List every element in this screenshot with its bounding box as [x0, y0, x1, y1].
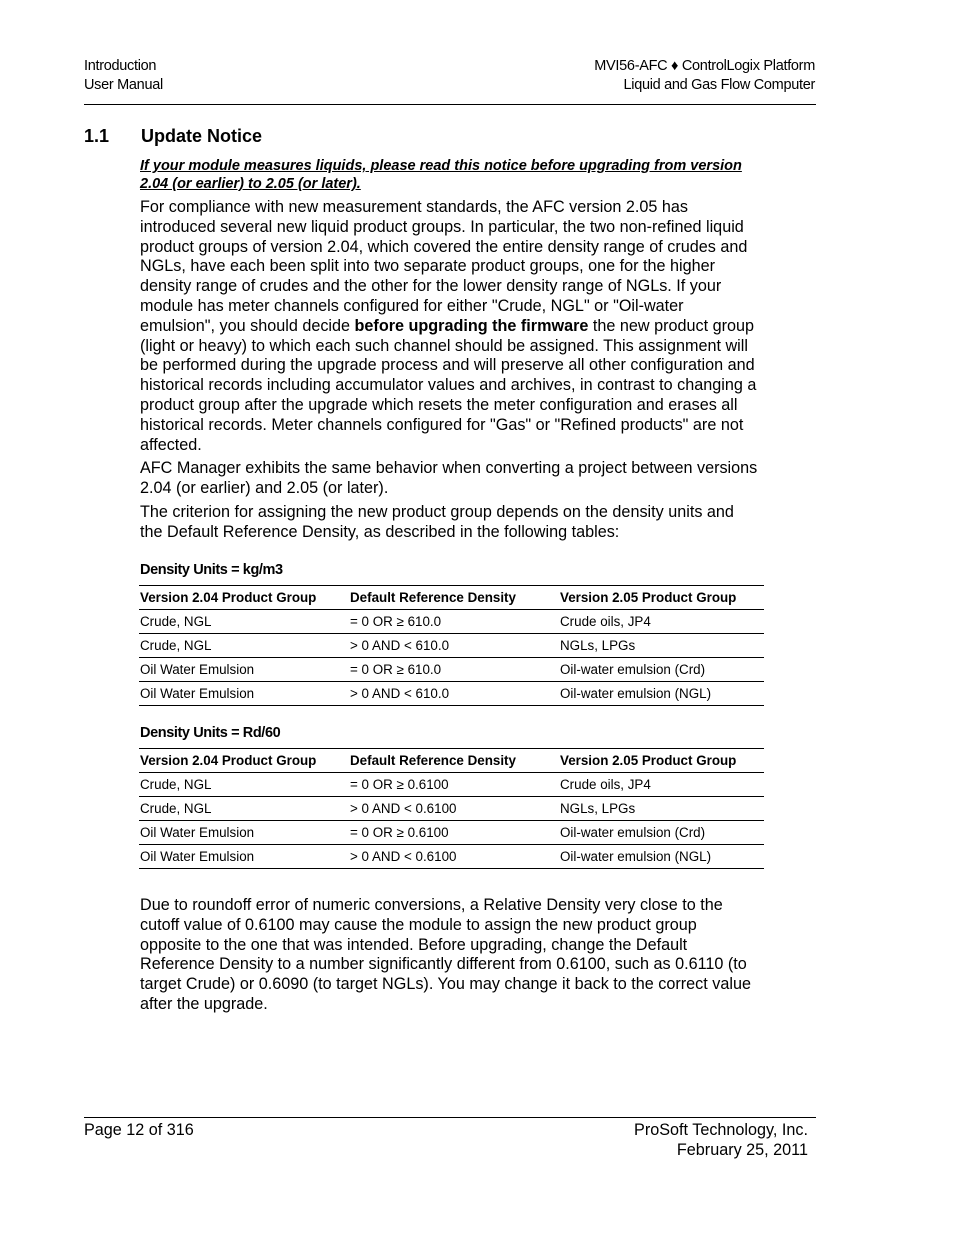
table-cell: Crude, NGL [139, 634, 349, 658]
table-header-row [139, 749, 764, 773]
table-cell: = 0 OR ≥ 0.6100 [349, 773, 559, 797]
table-cell: NGLs, LPGs [559, 797, 764, 821]
header-manual: User Manual [84, 77, 163, 93]
table-row [139, 797, 764, 821]
table-cell: Oil-water emulsion (Crd) [559, 658, 764, 682]
column-header: Default Reference Density [349, 586, 559, 610]
header-right [594, 57, 815, 95]
paragraph-compliance-bold: before upgrading the firmware [354, 316, 589, 335]
table-cell: Oil Water Emulsion [139, 845, 349, 869]
table-row [139, 821, 764, 845]
table-rd60 [139, 748, 764, 869]
footer-right [634, 1120, 808, 1160]
header-product: MVI56-AFC ♦ ControlLogix Platform [594, 58, 815, 74]
paragraph-criterion: The criterion for assigning the new product group depends on the density units and the Default Reference Density, as described in the following tables: [140, 503, 734, 541]
paragraph-afc-manager: AFC Manager exhibits the same behavior when converting a project between versions 2.04 (or earlier) and 2.05 (or later). [140, 459, 758, 497]
table-kgm3 [139, 585, 764, 706]
table-cell: Oil Water Emulsion [139, 658, 349, 682]
notice-lead: If your module measures liquids, please read this notice before upgrading from version 2.04 (or earlier) to 2.05 (or later). [140, 158, 742, 192]
header-chapter: Introduction [84, 58, 157, 74]
table-cell: Oil-water emulsion (NGL) [559, 682, 764, 706]
table-row [139, 610, 764, 634]
table-caption-kgm3: Density Units = kg/m3 [140, 562, 283, 578]
footer-date: February 25, 2011 [676, 1141, 808, 1159]
table-cell: Oil-water emulsion (Crd) [559, 821, 764, 845]
footer-divider [84, 1117, 816, 1118]
column-header: Version 2.04 Product Group [139, 586, 349, 610]
header-product-subtitle: Liquid and Gas Flow Computer [623, 77, 815, 93]
column-header: Version 2.04 Product Group [139, 749, 349, 773]
table-caption-rd60: Density Units = Rd/60 [140, 725, 281, 741]
table-cell: > 0 AND < 610.0 [349, 682, 559, 706]
table-cell: = 0 OR ≥ 0.6100 [349, 821, 559, 845]
column-header: Version 2.05 Product Group [559, 586, 764, 610]
table-row [139, 634, 764, 658]
page-number: Page 12 of 316 [84, 1121, 194, 1139]
table-cell: NGLs, LPGs [559, 634, 764, 658]
paragraph-compliance-part2: the new product group (light or heavy) to which each such channel should be assigned. This assignment will be performed during the upgrade process and will preserve all other configuration and historical records including accumulator values and archives, in contrast to changing a product group after the upgrade which resets the meter configuration and erases all historical records. Meter channels configured for "Gas" or "Refined products" are not affected. [140, 316, 757, 454]
table-cell: Oil Water Emulsion [139, 821, 349, 845]
table-cell: = 0 OR ≥ 610.0 [349, 658, 559, 682]
table-cell: Crude oils, JP4 [559, 610, 764, 634]
paragraph-roundoff: Due to roundoff error of numeric conversions, a Relative Density very close to the cutoff value of 0.6100 may cause the module to assign the new product group opposite to the one that was intended. Before upgrading, change the Default Reference Density to a number significantly different from 0.6100, such as 0.6110 (to target Crude) or 0.6090 (to target NGLs). You may change it back to the correct value after the upgrade. [140, 896, 751, 1013]
table-cell: Crude, NGL [139, 773, 349, 797]
table-row [139, 845, 764, 869]
table-cell: Crude oils, JP4 [559, 773, 764, 797]
table-cell: > 0 AND < 0.6100 [349, 845, 559, 869]
table-cell: Crude, NGL [139, 797, 349, 821]
column-header: Version 2.05 Product Group [559, 749, 764, 773]
header-left [84, 57, 163, 95]
table-cell: = 0 OR ≥ 610.0 [349, 610, 559, 634]
header-divider [84, 104, 816, 105]
section-title: Update Notice [141, 126, 263, 146]
table-cell: Oil Water Emulsion [139, 682, 349, 706]
table-cell: > 0 AND < 610.0 [349, 634, 559, 658]
table-row [139, 773, 764, 797]
table-header-row [139, 586, 764, 610]
table-cell: > 0 AND < 0.6100 [349, 797, 559, 821]
footer-company: ProSoft Technology, Inc. [634, 1121, 808, 1139]
table-cell: Oil-water emulsion (NGL) [559, 845, 764, 869]
table-row [139, 658, 764, 682]
table-cell: Crude, NGL [139, 610, 349, 634]
paragraph-compliance [140, 198, 760, 455]
paragraph-compliance-part1: For compliance with new measurement standards, the AFC version 2.05 has introduced several new liquid product groups. In particular, the two non-refined liquid product groups of version 2.04, which covered the entire density range of crudes and NGLs, have each been split into two separate product groups, one for the higher density range of crudes and the other for the lower density range of NGLs. If your module has meter channels configured for either "Crude, NGL" or "Oil-water emulsion", you should decide [140, 198, 748, 335]
section-number: 1.1 [84, 126, 110, 146]
column-header: Default Reference Density [349, 749, 559, 773]
table-row [139, 682, 764, 706]
